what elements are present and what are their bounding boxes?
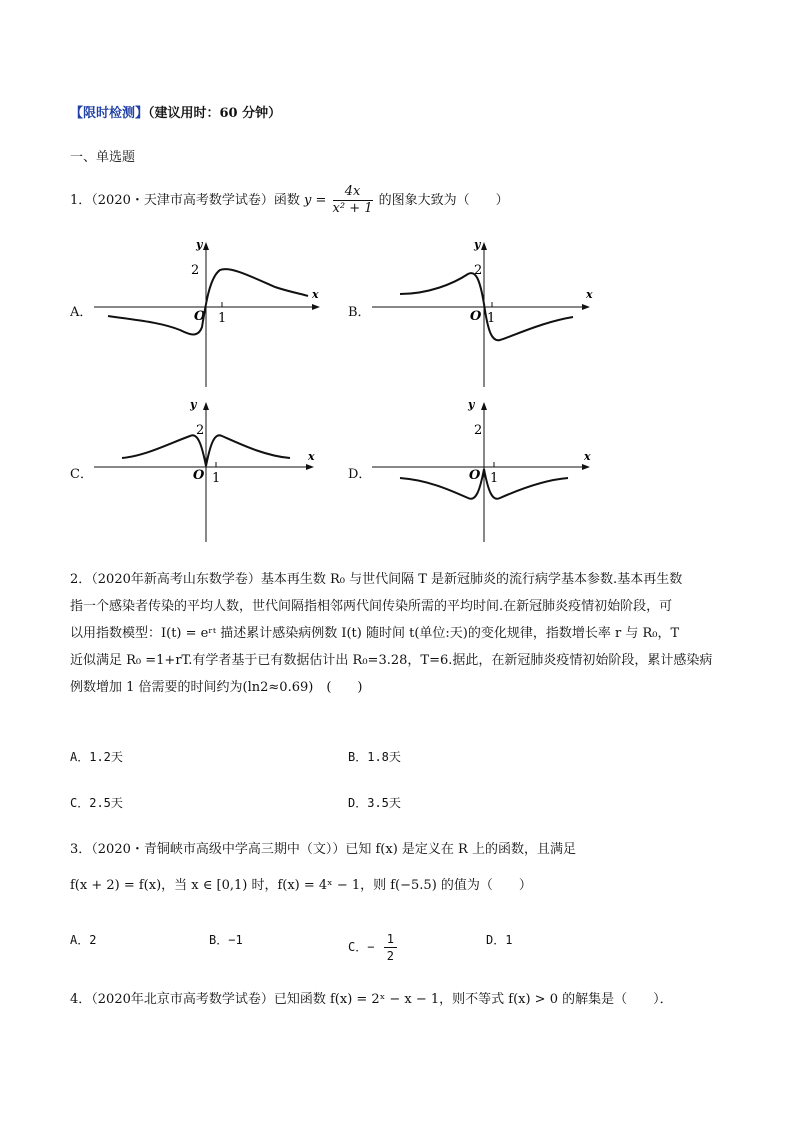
x-arrow-icon (582, 464, 590, 470)
x-label: x (308, 450, 315, 463)
y-arrow-icon (203, 242, 209, 250)
q2-line-4: 近似满足 R₀ =1+rT.有学者基于已有数据估计出 R₀=3.28，T=6.据此，在新冠肺炎疫情初始阶段，累计感染病 (70, 653, 713, 668)
q3-c-denominator: 2 (386, 949, 394, 963)
x-tick-label: 1 (218, 311, 227, 326)
y-label: y (468, 398, 475, 411)
q2-line-1: 2．（2020年新高考山东数学卷）基本再生数 R₀ 与世代间隔 T 是新冠肺炎的流行病学基本参数.基本再生数 (70, 572, 683, 587)
x-tick-label: 1 (487, 311, 496, 326)
y-arrow-icon (481, 402, 487, 410)
q1-graph-d (368, 394, 608, 554)
q2-option-a: A．1.2天 (70, 750, 123, 764)
q1-fraction (333, 184, 373, 217)
y-label: y (196, 238, 203, 251)
q1-numerator: 4x (333, 184, 373, 201)
q2-line-2: 指一个感染者传染的平均人数，世代间隔指相邻两代间传染所需的平均时间.在新冠肺炎疫情初始阶段，可 (70, 599, 673, 614)
q3-option-d: D．1 (486, 933, 513, 947)
header-bracket-title: 【限时检测】 (70, 106, 149, 121)
q3-line-2: f(x + 2) = f(x)，当 x ∈ [0,1) 时，f(x) = 4ˣ − 1，则 f(−5.5) 的值为（ ） (70, 878, 532, 893)
q1-denominator: x² + 1 (332, 201, 373, 216)
q3-option-c (348, 931, 399, 964)
y-arrow-icon (481, 242, 487, 250)
origin-label: O (470, 309, 482, 324)
q3-line-1: 3．（2020・青铜峡市高级中学高三期中（文））已知 f(x) 是定义在 R 上的函数，且满足 (70, 842, 576, 857)
q2-option-b: B．1.8天 (348, 750, 401, 764)
q1-suffix: 的图象大致为（ ） (378, 193, 509, 208)
q3-option-b: B．−1 (209, 933, 243, 947)
q1-option-d-label: D． (348, 467, 372, 482)
q1-prefix: 函数 (273, 193, 300, 208)
header-time-note: （建议用时：60 分钟） (148, 106, 282, 121)
x-arrow-icon (582, 304, 590, 310)
q3-c-numerator: 1 (384, 931, 397, 948)
origin-label: O (193, 468, 205, 483)
question-2 (70, 566, 730, 701)
x-label: x (586, 288, 593, 301)
y-tick-label: 2 (474, 423, 483, 438)
q2-option-d: D．3.5天 (348, 796, 401, 810)
q1-graph-c (90, 394, 330, 554)
q1-option-a-label: A． (70, 305, 93, 320)
q2-line-5: 例数增加 1 倍需要的时间约为(ln2≈0.69) ( ) (70, 680, 363, 695)
x-label: x (584, 450, 591, 463)
q1-graph-b (368, 232, 608, 392)
q1-number: 1． (70, 193, 92, 208)
q1-option-b-label: B． (348, 305, 371, 320)
curve (108, 269, 308, 334)
origin-label: O (194, 309, 206, 324)
q3-option-a: A．2 (70, 933, 97, 947)
x-tick-label: 1 (212, 471, 221, 486)
y-arrow-icon (203, 402, 209, 410)
q4-line-1: 4．（2020年北京市高考数学试卷）已知函数 f(x) = 2ˣ − x − 1，则不等式 f(x) > 0 的解集是（ ）． (70, 992, 673, 1007)
q3-option-c-fraction (384, 931, 397, 964)
q1-source: （2020・天津市高考数学试卷） (91, 193, 274, 208)
question-1 (70, 184, 509, 217)
x-label: x (312, 288, 319, 301)
q1-option-c-label: C． (70, 467, 93, 482)
x-tick-label: 1 (490, 471, 499, 486)
y-tick-label: 2 (474, 263, 483, 278)
x-arrow-icon (312, 304, 320, 310)
x-arrow-icon (306, 464, 314, 470)
y-label: y (190, 398, 197, 411)
section-header (70, 102, 281, 121)
y-tick-label: 2 (196, 423, 205, 438)
q3-option-c-prefix: C．− (348, 940, 375, 954)
q2-option-c: C．2.5天 (70, 796, 123, 810)
section-title: 一、单选题 (70, 150, 136, 165)
q1-graph-a (90, 232, 330, 392)
y-tick-label: 2 (191, 263, 200, 278)
q2-line-3: 以用指数模型：I(t) = eʳᵗ 描述累计感染病例数 I(t) 随时间 t(单位:天)的变化规律，指数增长率 r 与 R₀，T (70, 626, 680, 641)
y-label: y (474, 238, 481, 251)
origin-label: O (469, 468, 481, 483)
q1-y-eq: y = (304, 193, 327, 208)
